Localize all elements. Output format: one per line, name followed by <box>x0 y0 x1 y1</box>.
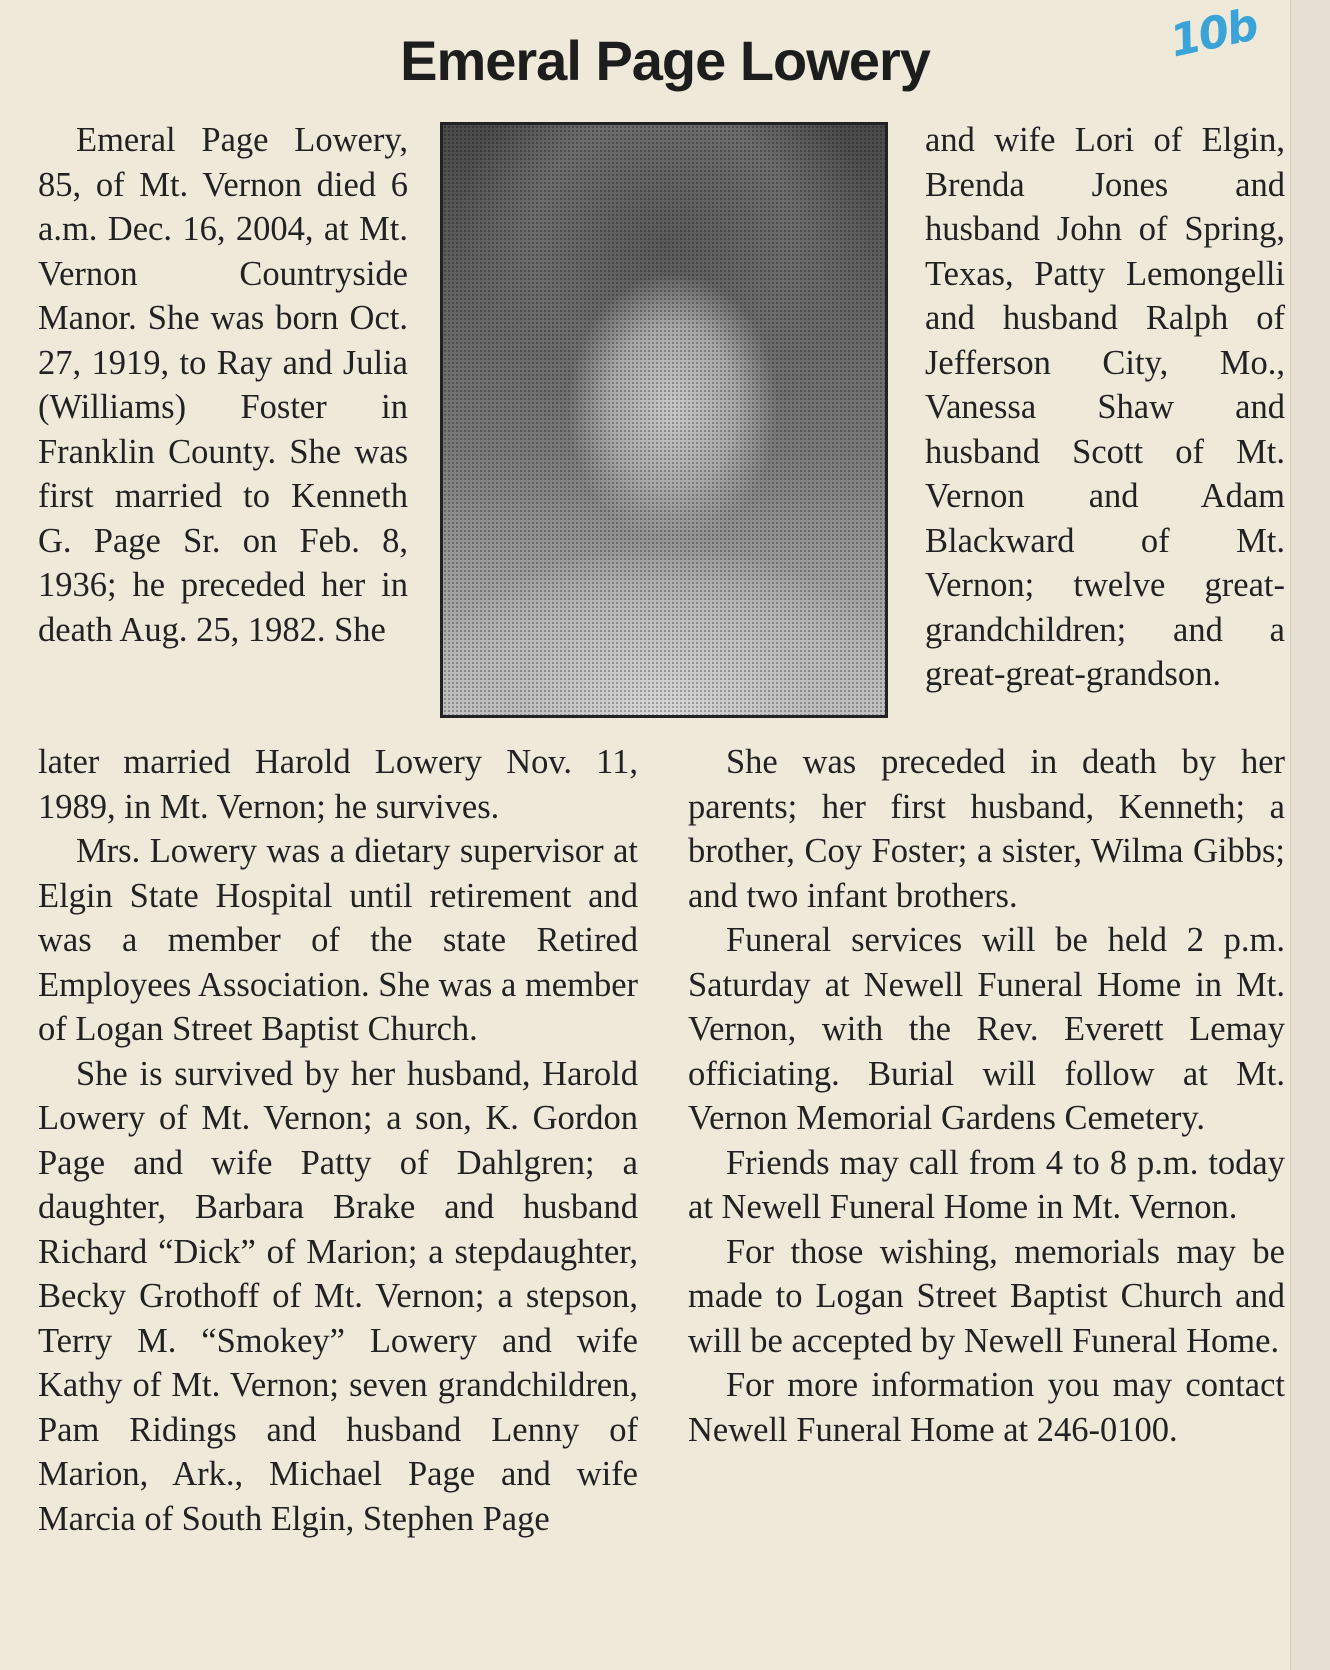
memorials-paragraph: For those wishing, memorials may be made to Logan Street Baptist Church and will be accepted by Newell Funeral Home. <box>688 1232 1285 1360</box>
obituary-headline: Emeral Page Lowery <box>400 29 930 92</box>
career-paragraph: Mrs. Lowery was a dietary supervisor at Elgin State Hospital until retirement and was a member of the state Retired Employees Association. She was a member of Logan Street Baptist Church. <box>38 832 638 1048</box>
handwritten-note: 10b <box>1165 0 1262 68</box>
visitation-paragraph: Friends may call from 4 to 8 p.m. today at Newell Funeral Home in Mt. Vernon. <box>688 1143 1285 1226</box>
left-column <box>38 740 638 1541</box>
survivors-paragraph-continued: and wife Lori of Elgin, Brenda Jones and husband John of Spring, Texas, Patty Lemongelli and husband Ralph of Jefferson City, Mo., Vanessa Shaw and husband Scott of Mt. Vernon and Adam Blackward of Mt. Vernon; twelve great-grandchildren; and a great-great-grandson. <box>925 121 1285 693</box>
left-column-top <box>38 118 408 652</box>
survivors-paragraph: She is survived by her husband, Harold Lowery of Mt. Vernon; a son, K. Gordon Page and wife Patty of Dahlgren; a daughter, Barbara Brake and husband Richard “Dick” of Marion; a stepdaughter, Becky Grothoff of Mt. Vernon; a stepson, Terry M. “Smokey” Lowery and wife Kathy of Mt. Vernon; seven grandchildren, Pam Ridings and husband Lenny of Marion, Ark., Michael Page and wife Marcia of South Elgin, Stephen Page <box>38 1054 638 1538</box>
portrait-photo <box>440 122 888 718</box>
page-edge-strip <box>1290 0 1330 1670</box>
right-column-top <box>925 118 1285 697</box>
contact-paragraph: For more information you may contact Newell Funeral Home at 246-0100. <box>688 1366 1285 1449</box>
opening-paragraph-continued: later married Harold Lowery Nov. 11, 1989, in Mt. Vernon; he survives. <box>38 743 638 826</box>
funeral-paragraph: Funeral services will be held 2 p.m. Saturday at Newell Funeral Home in Mt. Vernon, with the Rev. Everett Lemay officiating. Burial will follow at Mt. Vernon Memorial Gardens Cemetery. <box>688 921 1285 1137</box>
preceded-paragraph: She was preceded in death by her parents; her first husband, Kenneth; a brother, Coy Foster; a sister, Wilma Gibbs; and two infant brothers. <box>688 743 1285 915</box>
right-column <box>688 740 1285 1452</box>
opening-paragraph: Emeral Page Lowery, 85, of Mt. Vernon died 6 a.m. Dec. 16, 2004, at Mt. Vernon Countryside Manor. She was born Oct. 27, 1919, to Ray and Julia (Williams) Foster in Franklin County. She was first married to Kenneth G. Page Sr. on Feb. 8, 1936; he preceded her in death Aug. 25, 1982. She <box>38 121 408 649</box>
